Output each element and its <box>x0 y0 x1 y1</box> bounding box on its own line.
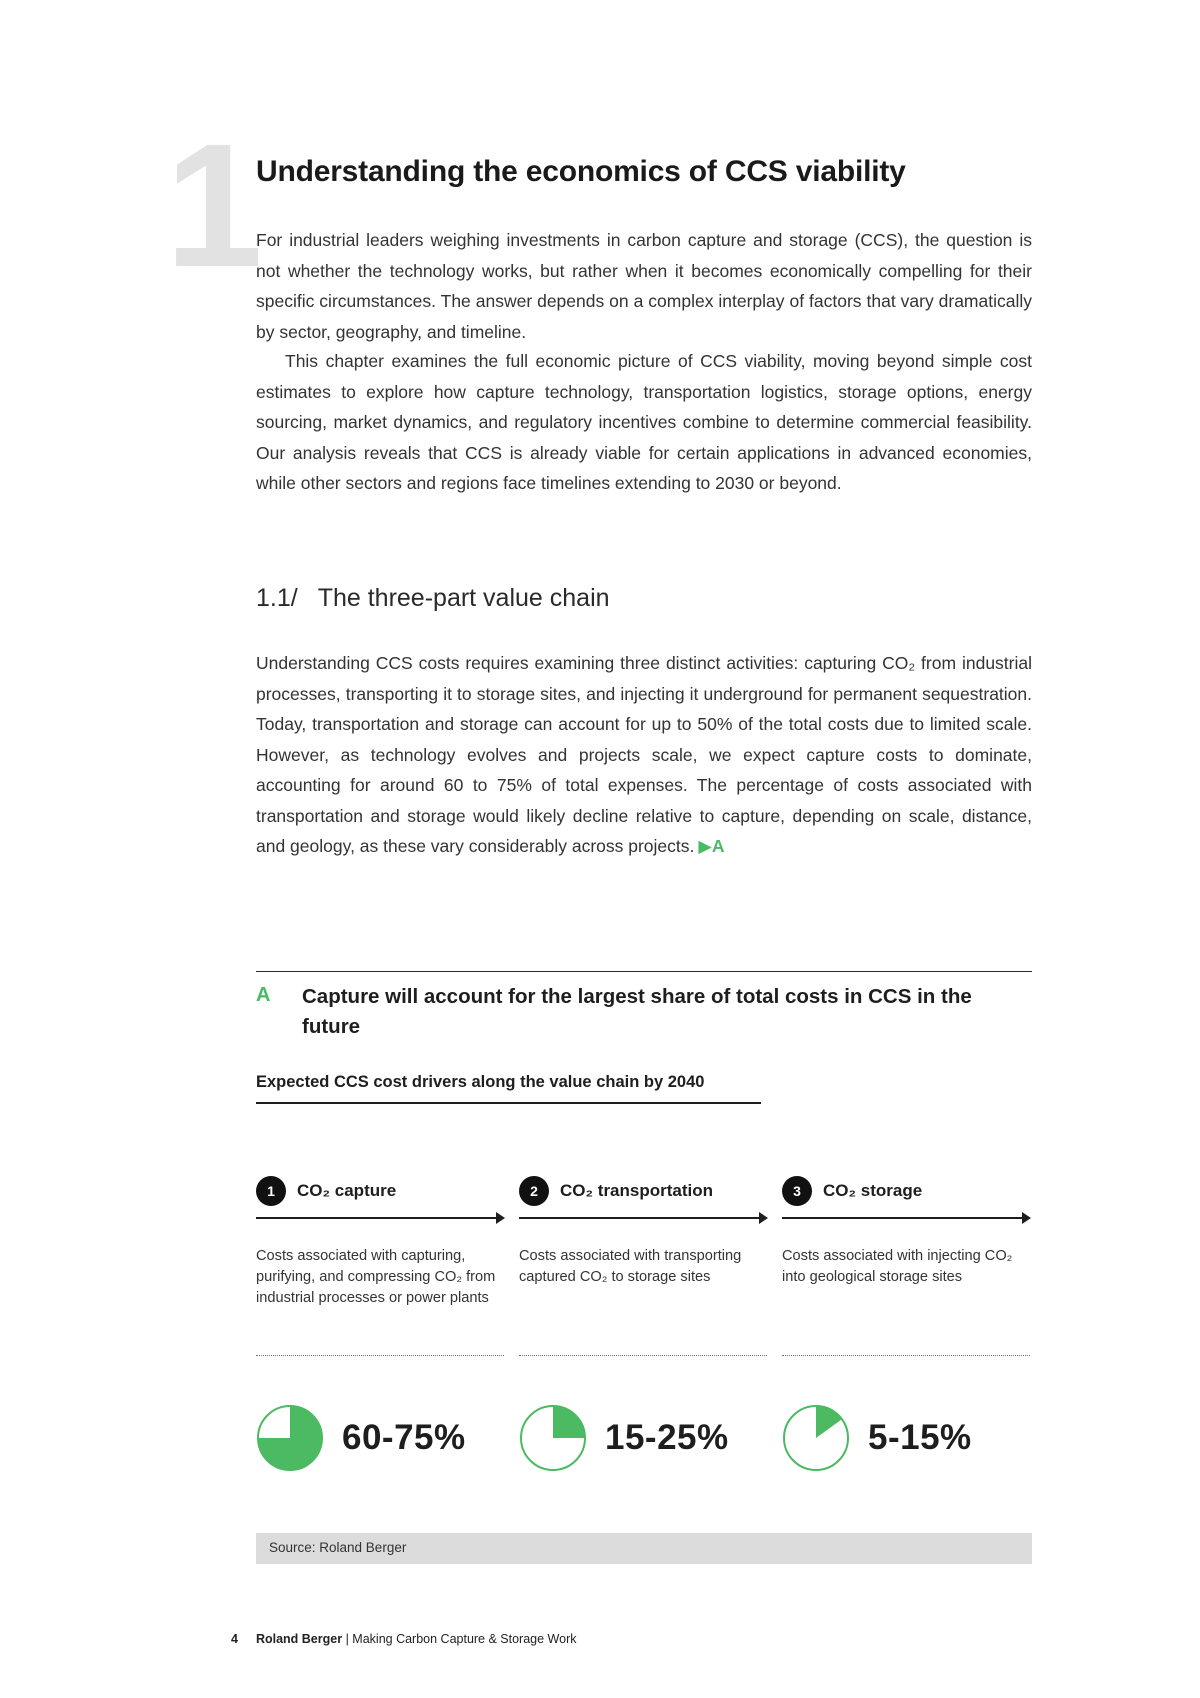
step-number-badge: 3 <box>782 1176 812 1206</box>
arrow-right-icon <box>519 1217 761 1219</box>
value-chain-step-transportation <box>519 1175 767 1288</box>
step-title: CO₂ transportation <box>560 1181 713 1200</box>
pie-chart-icon <box>519 1404 587 1472</box>
section-heading <box>256 584 610 613</box>
dotted-divider <box>256 1355 504 1356</box>
intro-paragraph-1: For industrial leaders weighing investments in carbon capture and storage (CCS), the question is not whether the technology works, but rather when it becomes economically compelling for their specific circumstances. The answer depends on a complex interplay of factors that vary dramatically by sector, geography, and timeline. <box>256 230 1032 342</box>
footer-publisher: Roland Berger <box>255 1632 343 1646</box>
step-description: Costs associated with injecting CO₂ into geological storage sites <box>782 1248 1013 1285</box>
intro-paragraph-2: This chapter examines the full economic picture of CCS viability, moving beyond simple cost estimates to explore how capture technology, transportation logistics, storage options, energy sourcing, market dynamics, and regulatory incentives combine to determine commercial feasibility. Our analysis reveals that CCS is already viable for certain applications in advanced economies, while other sectors and regions face timelines extending to 2030 or beyond. <box>256 351 1032 493</box>
pie-chart-icon <box>256 1404 324 1472</box>
page-number: 4 <box>231 1632 238 1646</box>
figure-subtitle: Expected CCS cost drivers along the value chain by 2040 <box>256 1073 761 1104</box>
footer-title: Making Carbon Capture & Storage Work <box>352 1632 577 1646</box>
page-footer <box>231 1632 576 1646</box>
arrow-right-icon <box>256 1217 498 1219</box>
cost-share-value: 15-25% <box>605 1418 729 1457</box>
cost-share-capture <box>256 1404 466 1472</box>
step-description: Costs associated with transporting captured CO₂ to storage sites <box>519 1248 742 1285</box>
pie-chart-icon <box>782 1404 850 1472</box>
source-note: Source: Roland Berger <box>269 1540 407 1555</box>
figure-letter: A <box>256 984 271 1006</box>
source-box <box>256 1533 1032 1564</box>
step-title: CO₂ storage <box>823 1181 923 1200</box>
dotted-divider <box>519 1355 767 1356</box>
step-number-badge: 2 <box>519 1176 549 1206</box>
value-chain-text: Understanding CCS costs requires examining three distinct activities: capturing CO₂ from industrial processes, transporting it to storage sites, and injecting it underground for permanent sequestration. Today, transportation and storage can account for up to 50% of the total costs due to limited scale. However, as technology evolves and projects scale, we expect capture costs to dominate, accounting for around 60 to 75% of total expenses. The percentage of costs associated with transportation and storage would likely decline relative to capture, depending on scale, distance, and geology, as these vary considerably across projects. <box>256 653 1032 856</box>
cost-share-storage <box>782 1404 972 1472</box>
figure-reference-link[interactable]: ▶A <box>698 836 725 856</box>
cost-share-transportation <box>519 1404 729 1472</box>
section-number: 1.1/ <box>256 584 298 612</box>
step-title: CO₂ capture <box>297 1181 397 1200</box>
footer-separator: | <box>342 1632 353 1646</box>
section-title: The three-part value chain <box>317 584 610 612</box>
cost-share-value: 60-75% <box>342 1418 466 1457</box>
cost-share-value: 5-15% <box>868 1418 972 1457</box>
step-description: Costs associated with capturing, purifying, and compressing CO₂ from industrial processes or power plants <box>256 1248 496 1306</box>
value-chain-step-capture <box>256 1175 504 1309</box>
figure-title: Capture will account for the largest share of total costs in CCS in the future <box>302 985 972 1038</box>
chapter-title: Understanding the economics of CCS viability <box>256 155 906 188</box>
pie-slice <box>553 1406 585 1438</box>
value-chain-step-storage <box>782 1175 1030 1288</box>
chapter-number: 1 <box>165 108 263 304</box>
step-number-badge: 1 <box>256 1176 286 1206</box>
footer-publication <box>256 1632 577 1646</box>
dotted-divider <box>782 1355 1030 1356</box>
figure-top-rule <box>256 971 1032 972</box>
value-chain-paragraph <box>256 648 1032 862</box>
arrow-right-icon <box>782 1217 1024 1219</box>
